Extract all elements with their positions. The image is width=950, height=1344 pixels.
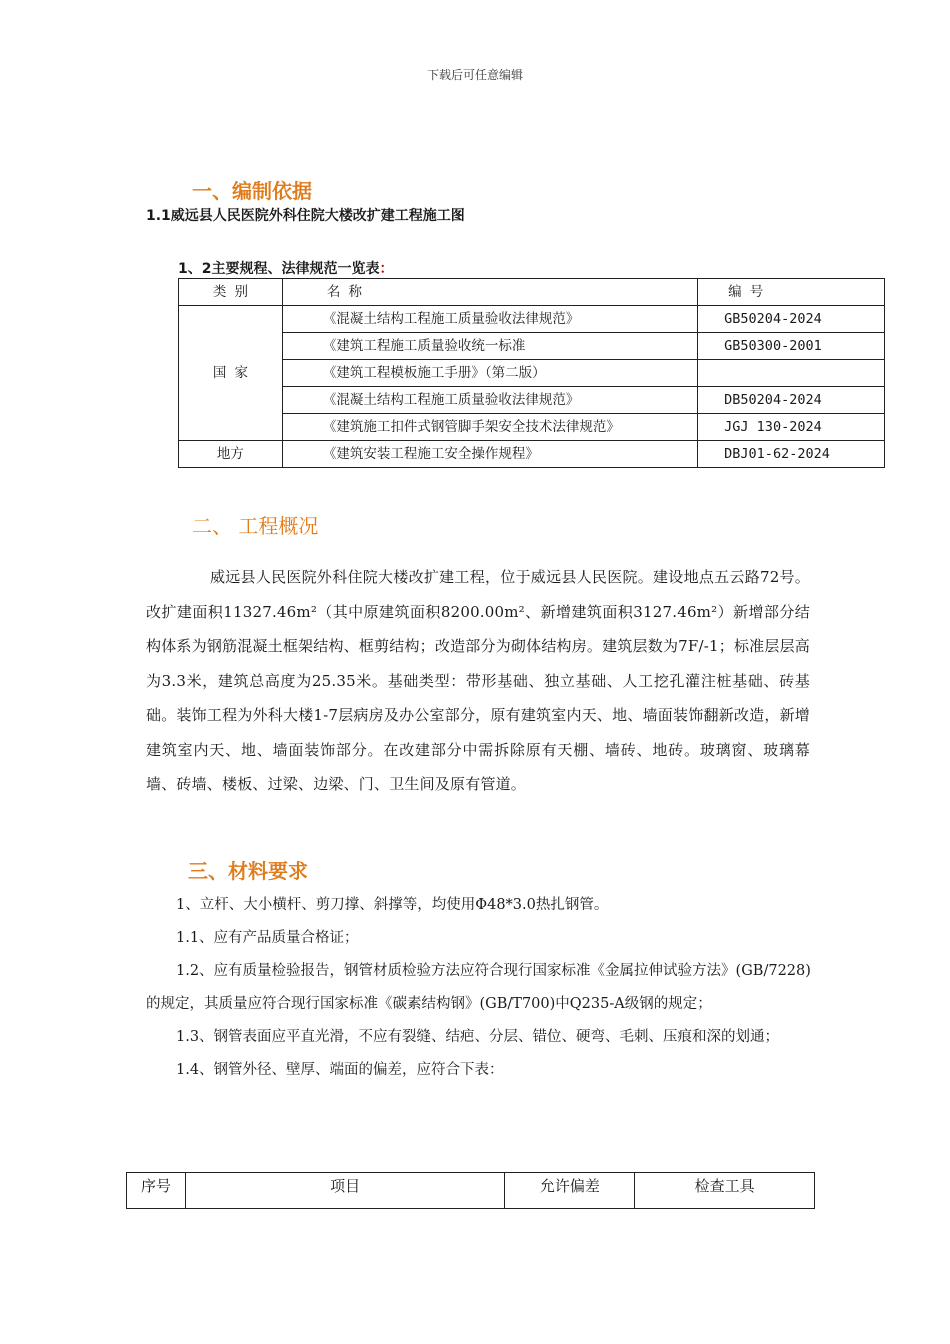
regulation-name: 《混凝土结构工程施工质量验收法律规范》 (282, 387, 697, 414)
table-row (179, 333, 885, 360)
tolerance-header-row (127, 1173, 815, 1209)
regulations-header-row (179, 279, 885, 306)
item-2-colon: ： (379, 261, 394, 277)
section-2-title: 二、 工程概况 (192, 514, 319, 538)
section-1-item-2 (178, 258, 393, 278)
col-header-item: 项目 (185, 1173, 505, 1209)
table-row (179, 441, 885, 468)
col-header-code: 编 号 (698, 279, 885, 306)
section-1-title: 一、编制依据 (192, 179, 312, 203)
regulation-name: 《建筑安装工程施工安全操作规程》 (282, 441, 697, 468)
col-header-index: 序号 (127, 1173, 186, 1209)
regulation-name: 《建筑工程模板施工手册》（第二版） (282, 360, 697, 387)
regulation-code (698, 360, 885, 387)
section-1-item-1: 1.1威远县人民医院外科住院大楼改扩建工程施工图 (146, 208, 465, 224)
tolerance-table (126, 1172, 815, 1209)
item-2-label: 1、2主要规程、法律规范一览表 (178, 261, 380, 277)
col-header-name: 名 称 (282, 279, 697, 306)
section-3-title: 三、材料要求 (188, 859, 308, 883)
category-local: 地方 (179, 441, 283, 468)
col-header-tolerance: 允许偏差 (505, 1173, 635, 1209)
material-item: 1.2、应有质量检验报告，钢管材质检验方法应符合现行国家标准《金属拉伸试验方法》(GB/7228)的规定，其质量应符合现行国家标准《碳素结构钢》(GB/T700)中Q235-A级钢的规定； (146, 963, 811, 1012)
regulation-name: 《建筑工程施工质量验收统一标准 (282, 333, 697, 360)
overview-paragraph: 威远县人民医院外科住院大楼改扩建工程，位于威远县人民医院。建设地点五云路72号。改扩建面积11327.46m²（其中原建筑面积8200.00m²、新增建筑面积3127.46m²）新增部分结构体系为钢筋混凝土框架结构、框剪结构；改造部分为砌体结构房。建筑层数为7F/-1；标准层层高为3.3米，建筑总高度为25.35米。基础类型：带形基础、独立基础、人工挖孔灌注桩基础、砖基础。装饰工程为外科大楼1-7层病房及办公室部分，原有建筑室内天、地、墙面装饰翻新改造，新增建筑室内天、地、墙面装饰部分。在改建部分中需拆除原有天棚、墙砖、地砖。玻璃窗、玻璃幕墙、砖墙、楼板、过梁、边梁、门、卫生间及原有管道。 (146, 568, 810, 793)
regulation-code: DBJ01-62-2024 (698, 441, 885, 468)
regulation-code: DB50204-2024 (698, 387, 885, 414)
regulation-code: GB50204-2024 (698, 306, 885, 333)
regulation-name: 《建筑施工扣件式钢管脚手架安全技术法律规范》 (282, 414, 697, 441)
regulations-table (178, 278, 885, 468)
material-item: 1、立杆、大小横杆、剪刀撑、斜撑等，均使用Φ48*3.0热扎钢管。 (176, 897, 609, 913)
col-header-category: 类 别 (179, 279, 283, 306)
material-item: 1.3、钢管表面应平直光滑，不应有裂缝、结疤、分层、错位、硬弯、毛刺、压痕和深的划通； (176, 1029, 780, 1045)
header-note: 下载后可任意编辑 (426, 68, 523, 82)
regulation-name: 《混凝土结构工程施工质量验收法律规范》 (282, 306, 697, 333)
regulation-code: GB50300-2001 (698, 333, 885, 360)
project-overview (146, 560, 810, 802)
table-row (179, 414, 885, 441)
table-row (179, 360, 885, 387)
material-requirements (146, 889, 812, 1087)
material-item: 1.4、钢管外径、壁厚、端面的偏差，应符合下表： (176, 1062, 504, 1078)
col-header-tool: 检查工具 (635, 1173, 815, 1209)
table-row (179, 387, 885, 414)
category-national: 国 家 (179, 306, 283, 441)
regulation-code: JGJ 130-2024 (698, 414, 885, 441)
table-row (179, 306, 885, 333)
material-item: 1.1、应有产品质量合格证； (176, 930, 359, 946)
